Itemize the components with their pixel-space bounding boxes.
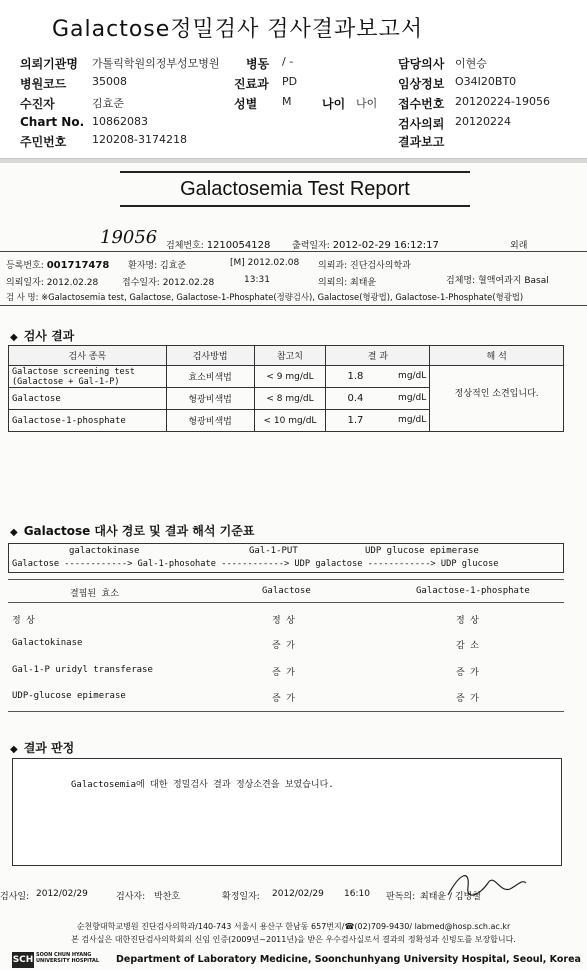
exam-date: 2012/02/29: [36, 889, 88, 899]
label-sex: 성별: [234, 97, 258, 111]
confirm-label: 확정일자:: [222, 892, 260, 902]
header-row: [0, 55, 587, 73]
deficiency-enzyme: Gal-1-P uridyl transferase: [12, 665, 153, 675]
results-heading: [10, 327, 74, 344]
value-patient: 김효준: [92, 97, 124, 110]
diamond-bullet-icon: ◆: [10, 527, 18, 538]
dept-label: 의뢰과:: [318, 261, 348, 271]
exam-date-label: 검사일:: [0, 892, 30, 902]
recv-date-value: 2012.02.28: [162, 278, 215, 288]
col-header: Galactose: [262, 586, 311, 596]
deficiency-gal1p: 정 상: [456, 616, 479, 626]
sheet-title: Galactosemia Test Report: [120, 171, 470, 207]
label-institution: 의뢰기관명: [20, 57, 78, 71]
result-item: Galactose: [9, 388, 167, 410]
footer-bar: [0, 949, 587, 970]
result-ref: < 8 mg/dL: [254, 388, 326, 410]
print-date-label: 출력일자:: [292, 241, 330, 251]
result-method: 형광비색법: [166, 388, 254, 410]
label-resident-no: 주민번호: [20, 135, 67, 149]
test-name-value: ※Galactosemia test, Galactose, Galactose-1-Phosphate(정량검사), Galactose(형광법), Galactose-1-Phosphate(형광법): [41, 292, 524, 302]
print-date: [292, 238, 439, 251]
judgement-box: [12, 758, 562, 866]
examiner: 박찬호: [154, 892, 181, 902]
request-doctor: [318, 275, 376, 288]
results-table: [8, 345, 564, 432]
rule: [0, 305, 587, 306]
scanned-report: [0, 165, 587, 970]
exam-no: [166, 238, 270, 251]
header-row: [0, 115, 587, 133]
diamond-bullet-icon: ◆: [10, 332, 18, 343]
interpretation: 정상적인 소견입니다.: [430, 366, 564, 432]
result-value-cell: [326, 388, 430, 410]
confirm-time: 16:10: [344, 889, 370, 899]
hospital-logo: SCH: [12, 952, 34, 968]
rule: [0, 251, 587, 252]
print-date-value: 2012-02-29 16:12:17: [332, 240, 439, 251]
receipt-time: 13:31: [244, 275, 270, 285]
label-doctor: 담당의사: [398, 57, 445, 71]
pathway-heading: [10, 522, 254, 539]
value-age: 나이: [356, 97, 378, 110]
result-ref: < 10 mg/dL: [254, 410, 326, 432]
request-date: [6, 275, 98, 288]
patient-name: [128, 258, 186, 271]
birth-info: [M] 2012.02.08: [230, 258, 300, 268]
patient-label: 환자명:: [128, 261, 158, 271]
footer: [0, 921, 587, 945]
table-row: [8, 685, 564, 709]
value-doctor: 이현승: [455, 57, 487, 70]
divider: [0, 158, 587, 163]
result-item: Galactose-1-phosphate: [9, 410, 167, 432]
deficiency-gal1p: 증 가: [456, 694, 479, 704]
col-header: 참고치: [254, 346, 326, 366]
rule: [8, 711, 564, 712]
patient-value: 김효준: [160, 261, 187, 271]
pathway-heading-text: Galactose 대사 경로 및 결과 해석 기준표: [23, 524, 255, 538]
result-method: 효소비색법: [166, 366, 254, 388]
exam-no-value: 1210054128: [206, 240, 271, 251]
deficiency-gal: 증 가: [272, 668, 295, 678]
table-header-row: [9, 346, 564, 366]
table-row: [8, 607, 564, 631]
deficiency-enzyme: 정 상: [12, 616, 35, 626]
value-institution: 가톨릭학원의정부성모병원: [92, 57, 220, 70]
label-age: 나이: [322, 97, 346, 111]
value-receipt-no: 20120224-19056: [455, 95, 550, 108]
result-unit: mg/dL: [398, 371, 427, 381]
test-name: [6, 291, 566, 303]
reg-no: [6, 258, 109, 271]
label-chart-no: Chart No.: [20, 115, 85, 129]
enzyme-galactokinase: galactokinase: [69, 546, 140, 556]
label-receipt-no: 접수번호: [398, 97, 445, 111]
specimen-label: 검체명:: [446, 276, 476, 286]
value-sex: M: [282, 95, 292, 108]
specimen-value: 혈액여과지 Basal: [478, 276, 549, 286]
deficiency-gal1p: 감 소: [456, 641, 479, 651]
examiner-label: 검사자:: [116, 892, 146, 902]
label-clinical-info: 임상정보: [398, 77, 445, 91]
result-value-cell: [326, 366, 430, 388]
col-header: 결 과: [326, 346, 430, 366]
confirm-date: 2012/02/29: [272, 889, 324, 899]
recv-date-label: 접수일자:: [122, 278, 160, 288]
col-header: 결핍된 효소: [70, 589, 119, 599]
deficiency-gal: 증 가: [272, 694, 295, 704]
result-value-cell: [326, 410, 430, 432]
table-row: [8, 632, 564, 656]
value-ward: / -: [282, 55, 294, 68]
test-name-label: 검 사 명:: [6, 292, 39, 302]
doctor-label: 의뢰의:: [318, 278, 348, 288]
deficiency-gal: 증 가: [272, 641, 295, 651]
deficiency-enzyme: UDP-glucose epimerase: [12, 691, 126, 701]
deficiency-gal1p: 증 가: [456, 668, 479, 678]
judgement-heading: [10, 739, 74, 756]
results-heading-text: 검사 결과: [23, 329, 75, 343]
exam-no-label: 검체번호:: [166, 241, 204, 251]
value-chart-no: 10862083: [92, 115, 148, 128]
col-header: 검사방법: [166, 346, 254, 366]
req-date-value: 2012.02.28: [46, 278, 99, 288]
judgement-text: Galactosemia에 대한 정밀검사 결과 정상소견을 보였습니다.: [71, 780, 334, 790]
value-request-date: 20120224: [455, 115, 511, 128]
label-patient: 수진자: [20, 97, 55, 111]
pathway-line: Galactose ------------> Gal-1-phosohate ------------> UDP galactose ------------> UDP glucose: [12, 559, 499, 569]
diamond-bullet-icon: ◆: [10, 744, 18, 755]
enzyme-gal1put: Gal-1-PUT: [249, 546, 298, 556]
report-title: Galactose정밀검사 검사결과보고서: [52, 17, 424, 42]
deficiency-enzyme: Galactokinase: [12, 638, 83, 648]
signature: [440, 865, 530, 909]
label-hospital-code: 병원코드: [20, 77, 67, 91]
reg-no-label: 등록번호:: [6, 261, 44, 271]
value-department: PD: [282, 75, 298, 88]
result-value: 0.4: [347, 393, 364, 404]
col-header: 검사 종목: [9, 346, 167, 366]
hospital-logo-text: SOON CHUN HYANG UNIVERSITY HOSPITAL: [36, 952, 100, 964]
deficiency-header: [8, 579, 564, 603]
result-unit: mg/dL: [398, 393, 427, 403]
reg-no-value: 001717478: [46, 260, 110, 271]
header-row: [0, 75, 587, 93]
table-row: [9, 366, 564, 388]
col-header: Galactose-1-phosphate: [416, 586, 530, 596]
label-result-report: 결과보고: [398, 135, 445, 149]
col-header: 해 석: [430, 346, 564, 366]
reader: 최태윤 / 김병철: [420, 892, 481, 902]
value-resident-no: 120208-3174218: [92, 133, 187, 146]
outpatient-tag: 외래: [510, 241, 528, 251]
result-ref: < 9 mg/dL: [254, 366, 326, 388]
report-header: [0, 0, 587, 162]
label-request-date: 검사의뢰: [398, 117, 445, 131]
footer-address: 순천향대학교병원 진단검사의학과/140-743 서울시 용산구 한남동 657번지/☎(02)709-9430/ labmed@hosp.sch.ac.kr: [76, 922, 511, 931]
metabolic-pathway: [8, 543, 564, 573]
enzyme-epimerase: UDP glucose epimerase: [365, 546, 479, 556]
result-value: 1.7: [347, 415, 364, 426]
handwritten-number: 19056: [100, 227, 158, 248]
result-item: Galactose screening test (Galactose + Gal-1-P): [9, 366, 167, 388]
doctor-value: 최태윤: [350, 278, 377, 288]
footer-certification: 본 검사실은 대한진단검사의학회의 신임 인증(2009년~2011년)을 받은 우수검사실로서 결과의 정확성과 신빙도를 보장합니다.: [71, 935, 516, 944]
result-method: 형광비색법: [166, 410, 254, 432]
footer-department: Department of Laboratory Medicine, Soonchunhyang University Hospital, Seoul, Korea: [116, 954, 581, 965]
reader-label: 판독의:: [386, 892, 416, 902]
deficiency-gal: 정 상: [272, 616, 295, 626]
judgement-heading-text: 결과 판정: [23, 741, 75, 755]
request-dept: [318, 258, 411, 271]
value-hospital-code: 35008: [92, 75, 127, 88]
label-department: 진료과: [234, 77, 269, 91]
dept-value: 진단검사의학과: [350, 261, 411, 271]
header-row: [0, 133, 587, 151]
table-row: [8, 659, 564, 683]
specimen: [446, 273, 549, 286]
receipt-date: [122, 275, 214, 288]
result-unit: mg/dL: [398, 415, 427, 425]
label-ward: 병동: [246, 57, 270, 71]
result-value: 1.8: [347, 371, 364, 382]
value-clinical-info: O34I20BT0: [455, 75, 517, 88]
req-date-label: 의뢰일자:: [6, 278, 44, 288]
header-row: [0, 95, 587, 113]
